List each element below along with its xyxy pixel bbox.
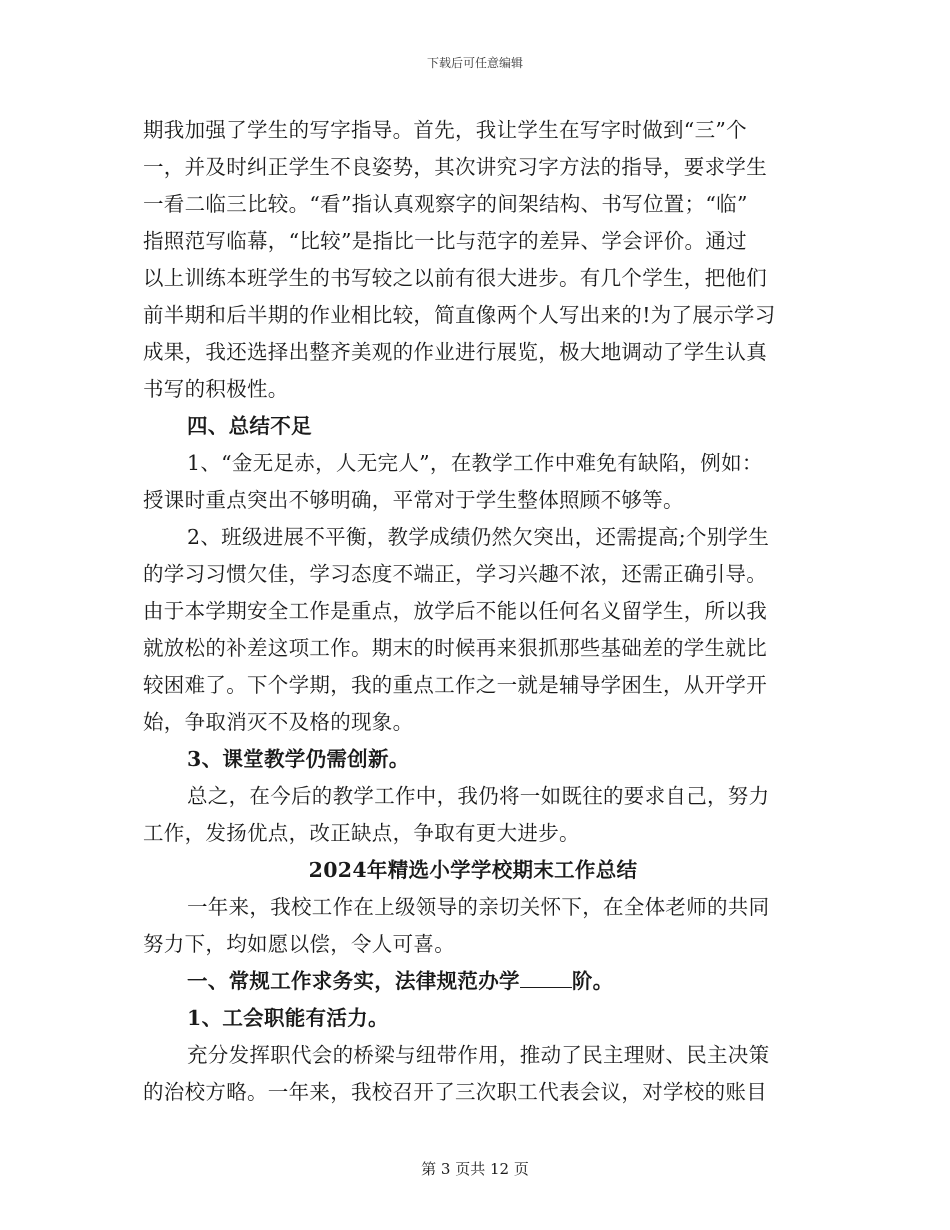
paragraph-line: 由于本学期安全工作是重点，放学后不能以任何名义留学生，所以我	[143, 599, 767, 623]
paragraph-line: 的治校方略。一年来，我校召开了三次职工代表会议，对学校的账目	[143, 1080, 767, 1104]
document-body	[143, 112, 803, 1111]
paragraph-line: 前半期和后半期的作业相比较，简直像两个人写出来的!为了展示学习	[143, 303, 776, 327]
paragraph-line: 书写的积极性。	[143, 377, 289, 401]
paragraph-line: 2、班级进展不平衡，教学成绩仍然欠突出，还需提高;个别学生	[187, 525, 770, 549]
paragraph-line: 授课时重点突出不够明确，平常对于学生整体照顾不够等。	[143, 488, 684, 512]
section-heading: 四、总结不足	[187, 414, 312, 438]
paragraph-line: 较困难了。下个学期，我的重点工作之一就是辅导学困生，从开学开	[143, 673, 767, 697]
document-title: 2024年精选小学学校期末工作总结	[308, 858, 638, 882]
paragraph-line: 一年来，我校工作在上级领导的亲切关怀下，在全体老师的共同	[187, 895, 770, 919]
paragraph-line: 一看二临三比较。“看”指认真观察字的间架结构、书写位置；“临”	[143, 192, 748, 216]
paragraph-line: 就放松的补差这项工作。期末的时候再来狠抓那些基础差的学生就比	[143, 636, 767, 660]
section-heading	[143, 963, 803, 1000]
paragraph-line: 以上训练本班学生的书写较之以前有很大进步。有几个学生，把他们	[143, 266, 767, 290]
paragraph-line: 充分发挥职代会的桥梁与纽带作用，推动了民主理财、民主决策	[187, 1043, 770, 1067]
section-heading-suffix: 阶。	[571, 969, 614, 993]
paragraph-line: 指照范写临幕，“比较”是指比一比与范字的差异、学会评价。通过	[143, 229, 747, 253]
paragraph-line: 工作，发扬优点，改正缺点，争取有更大进步。	[143, 821, 580, 845]
paragraph-line: 努力下，均如愿以偿，令人可喜。	[143, 932, 455, 956]
section-heading: 3、课堂教学仍需创新。	[187, 747, 410, 771]
blank-underline	[520, 965, 572, 988]
section-heading: 1、工会职能有活力。	[187, 1006, 389, 1030]
paragraph-line: 始，争取消灭不及格的现象。	[143, 710, 414, 734]
section-heading-text: 一、常规工作求务实，法律规范办学	[187, 969, 520, 993]
paragraph-line: 的学习习惯欠佳，学习态度不端正，学习兴趣不浓，还需正确引导。	[143, 562, 767, 586]
paragraph-line: 总之，在今后的教学工作中，我仍将一如既往的要求自己，努力	[187, 784, 770, 808]
paragraph-line: 成果，我还选择出整齐美观的作业进行展览，极大地调动了学生认真	[143, 340, 767, 364]
paragraph-line: 一，并及时纠正学生不良姿势，其次讲究习字方法的指导，要求学生	[143, 155, 767, 179]
paragraph-line: 期我加强了学生的写字指导。首先，我让学生在写字时做到“三”个	[143, 118, 747, 142]
page-footer: 第 3 页共 12 页	[421, 1160, 529, 1178]
page-header: 下载后可任意编辑	[426, 56, 523, 70]
paragraph-line: 1、“金无足赤，人无完人”，在教学工作中难免有缺陷，例如：	[187, 451, 763, 475]
